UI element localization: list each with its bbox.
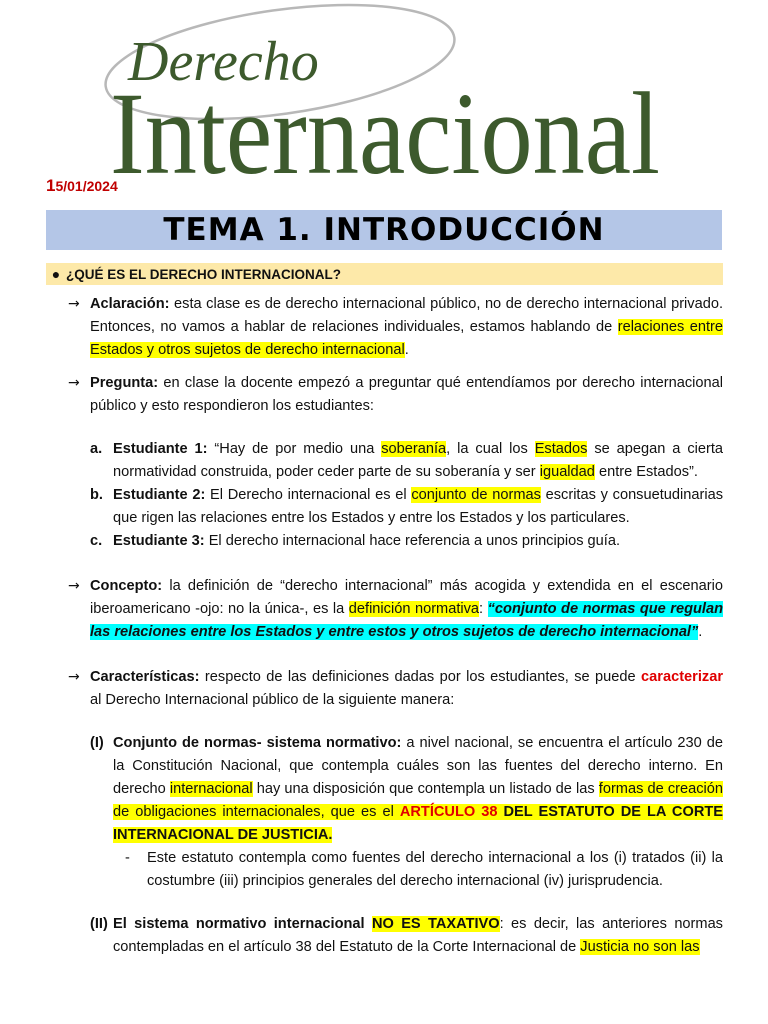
section-question: ● ¿QUÉ ES EL DERECHO INTERNACIONAL? bbox=[46, 263, 723, 285]
arrow-icon: → bbox=[68, 669, 80, 685]
paragraph-aclaracion: → Aclaración: esta clase es de derecho internacional público, no de derecho internacional privado. Entonces, no vamos a hablar de relaciones individuales, estamos hablando de relaciones entre Estados y otros sujetos de derecho internacional. bbox=[46, 293, 723, 362]
date: 15/01/2024 bbox=[46, 176, 118, 195]
arrow-icon: → bbox=[68, 578, 80, 594]
list-item-student-1: a. Estudiante 1: “Hay de por medio una soberanía, la cual los Estados se apegan a cierta normatividad construida, poder ceder parte de su soberanía y ser igualdad entre Estados”. bbox=[90, 441, 724, 480]
list-item-characteristic-2: (II) El sistema normativo internacional NO ES TAXATIVO: es decir, las anteriores normas contempladas en el artículo 38 del Estatuto de la Corte Internacional de Justicia no son las bbox=[90, 916, 723, 955]
paragraph-caracteristicas: → Características: respecto de las definiciones dadas por los estudiantes, se puede caracterizar al Derecho Internacional público de la siguiente manera: bbox=[46, 666, 723, 712]
svg-text:Internacional: Internacional bbox=[110, 68, 660, 185]
page-title: TEMA 1. INTRODUCCIÓN bbox=[163, 212, 605, 248]
bullet-icon: ● bbox=[51, 266, 61, 282]
list-item-student-2: b. Estudiante 2: El Derecho internacional es el conjunto de normas escritas y consuetudinarias que rigen las relaciones entre los Estados y entre los Estados y los particulares. bbox=[90, 487, 723, 526]
derecho-internacional-logo bbox=[100, 0, 670, 185]
arrow-icon: → bbox=[68, 375, 80, 391]
arrow-icon: → bbox=[68, 296, 80, 312]
paragraph-pregunta: → Pregunta: en clase la docente empezó a preguntar qué entendíamos por derecho internacional público y esto respondieron los estudiantes: bbox=[46, 372, 723, 418]
paragraph-concepto: → Concepto: la definición de “derecho internacional” más acogida y extendida en el escenario iberoamericano -ojo: no la única-, es la definición normativa: “conjunto de normas que regulan las relaciones entre los Estados y entre estos y otros sujetos de derecho internacional”. bbox=[46, 575, 723, 644]
list-item-student-3: c. Estudiante 3: El derecho internacional hace referencia a unos principios guía. bbox=[90, 533, 621, 549]
list-item-characteristic-1: (I) Conjunto de normas- sistema normativo: a nivel nacional, se encuentra el artículo 230 de la Constitución Nacional, que contempla cuáles son las fuentes del derecho interno. En derecho internacional hay una disposición que contempla un listado de las formas de creación de obligaciones internacionales, que es el ARTÍCULO 38 DEL ESTATUTO DE LA CORTE INTERNACIONAL DE JUSTICIA. bbox=[90, 735, 724, 843]
title-bar bbox=[46, 210, 722, 250]
svg-text:Derecho: Derecho bbox=[128, 31, 319, 93]
document-body bbox=[46, 263, 723, 959]
sub-list-item: - Este estatuto contempla como fuentes del derecho internacional a los (i) tratados (ii) la costumbre (iii) principios generales del derecho internacional (iv) jurisprudencia. bbox=[125, 850, 723, 889]
